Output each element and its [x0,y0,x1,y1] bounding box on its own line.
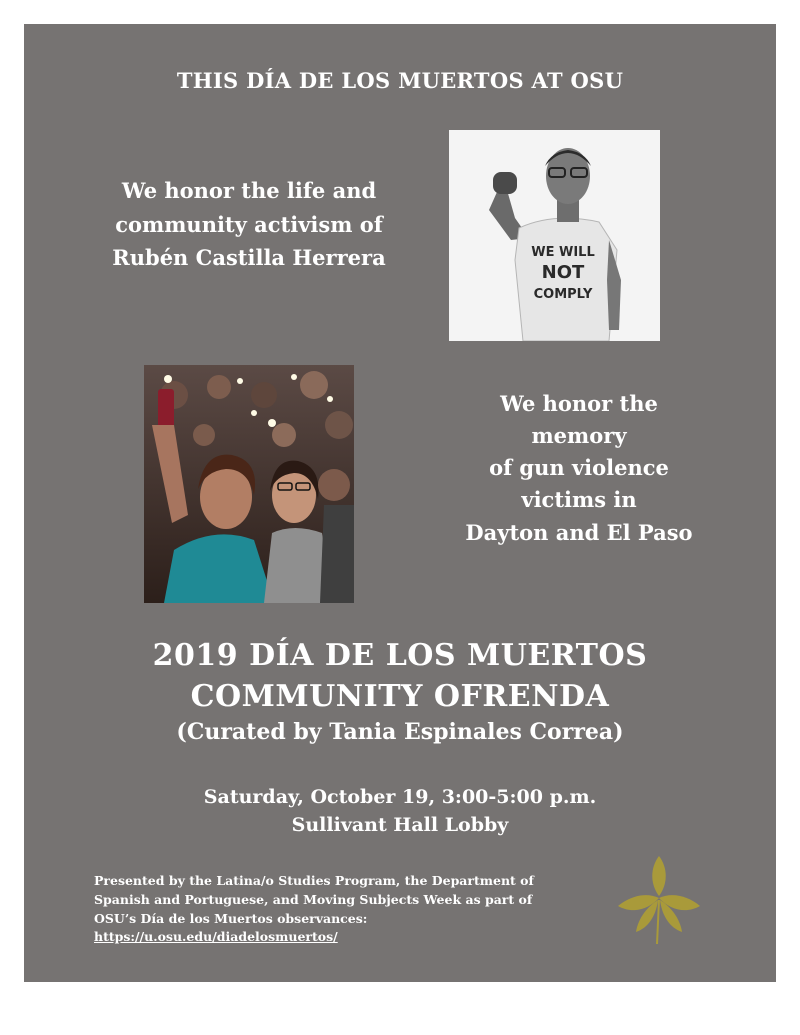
event-location: Sullivant Hall Lobby [291,813,509,836]
honor-herrera-text [84,174,414,275]
event-details [24,784,776,839]
honor-victims-line: We honor the [500,391,658,416]
event-title-line: COMMUNITY OFRENDA [190,678,610,714]
honor-herrera-line: community activism of [115,211,383,237]
honor-herrera-line: Rubén Castilla Herrera [112,245,386,271]
honor-victims-text [409,388,749,549]
vigil-photo [144,365,354,603]
event-title [24,636,776,717]
vigil-photo-illustration [144,365,354,603]
presenters-note [94,872,614,947]
honor-victims-line: victims in [521,487,637,513]
curator-credit: (Curated by Tania Espinales Correa) [176,719,624,745]
honor-victims-line: memory [531,423,627,449]
shirt-text-line: COMPLY [533,287,593,302]
shirt-text-line: NOT [541,262,585,283]
website-link[interactable]: https://u.osu.edu/diadelosmuertos/ [94,929,338,945]
buckeye-leaf-icon [614,854,704,946]
herrera-photo [449,130,660,341]
honor-victims-line: Dayton and El Paso [465,519,693,545]
poster [24,24,776,982]
presenters-line: OSU’s Día de los Muertos observances: [94,910,368,926]
honor-herrera-line: We honor the life and [121,178,377,203]
event-date-time: Saturday, October 19, 3:00-5:00 p.m. [203,786,597,808]
herrera-photo-illustration [449,130,660,341]
honor-victims-line: of gun violence [489,455,669,481]
event-title-line: 2019 DÍA DE LOS MUERTOS [152,638,648,673]
presenters-line: Presented by the Latina/o Studies Program, the Department of [94,873,534,888]
presenters-line: Spanish and Portuguese, and Moving Subjects Week as part of [94,891,533,907]
shirt-text-line: WE WILL [531,245,595,260]
poster-header: THIS DÍA DE LOS MUERTOS AT OSU [176,68,624,93]
